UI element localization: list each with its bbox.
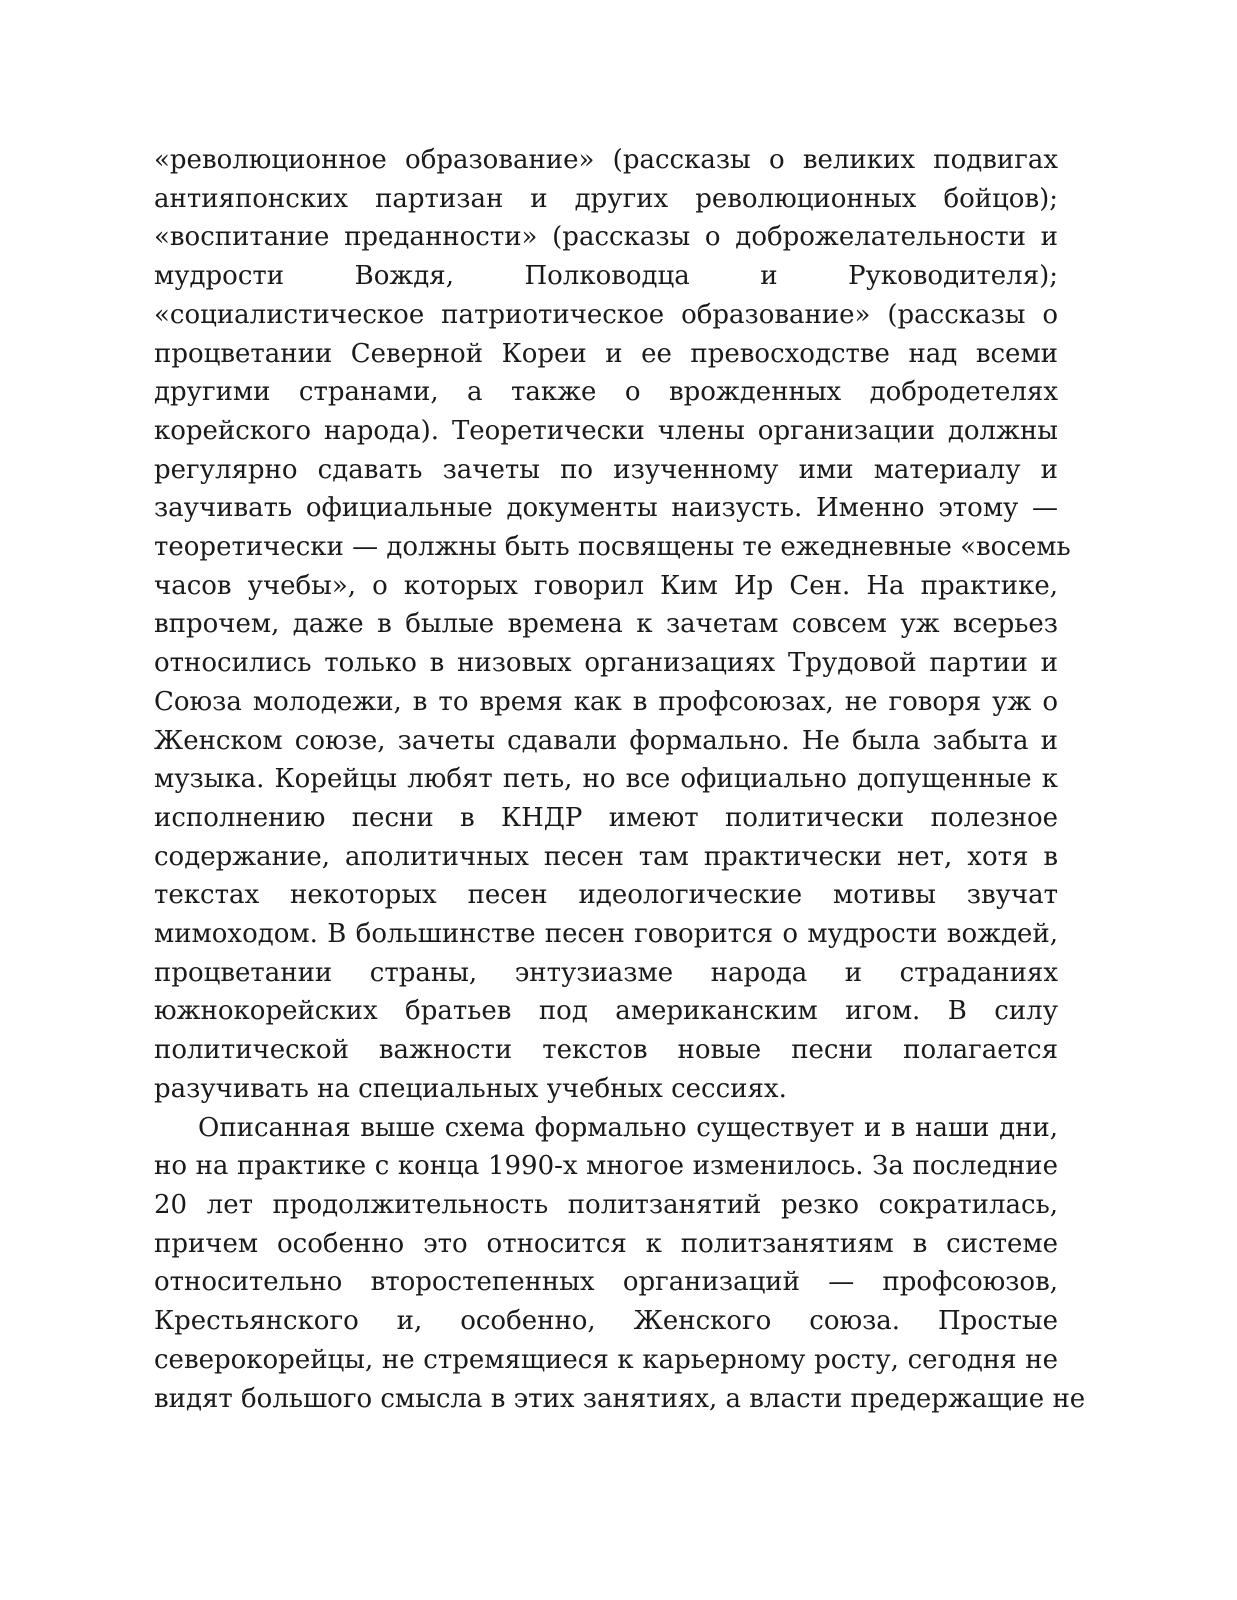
text-line: Женском союзе, зачеты сдавали формально. Не была забыта и — [154, 725, 1058, 756]
text-line: Описанная выше схема формально существует и в наши дни, — [198, 1112, 1058, 1143]
text-line: корейского народа). Теоретически члены организации должны — [154, 415, 1058, 446]
paragraph-1 — [154, 141, 1071, 1109]
text-line: процветании страны, энтузиазме народа и страданиях — [154, 957, 1058, 988]
paragraph-2 — [154, 1109, 1086, 1419]
text-line: впрочем, даже в былые времена к зачетам совсем уж всерьез — [154, 609, 1058, 640]
text-line: причем особенно это относится к политзанятиям в системе — [154, 1228, 1058, 1259]
text-line: мимоходом. В большинстве песен говорится о мудрости вождей, — [154, 919, 1058, 950]
text-line: часов учебы», о которых говорил Ким Ир Сен. На практике, — [154, 570, 1058, 601]
text-line: теоретически — должны быть посвящены те ежедневные «восемь — [154, 532, 1071, 563]
text-line: заучивать официальные документы наизусть. Именно этому — — [154, 493, 1058, 524]
text-line: мудрости Вождя, Полководца и Руководителя); — [154, 261, 1058, 292]
text-line: политической важности текстов новые песни полагается — [154, 1035, 1058, 1066]
text-line: относительно второстепенных организаций — профсоюзов, — [154, 1267, 1058, 1298]
text-line: но на практике с конца 1990-х многое изменилось. За последние — [154, 1151, 1058, 1182]
text-line: Крестьянского и, особенно, Женского союза. Простые — [154, 1306, 1058, 1337]
text-line: содержание, аполитичных песен там практически нет, хотя в — [154, 841, 1058, 872]
text-line: «воспитание преданности» (рассказы о доброжелательности и — [154, 222, 1058, 253]
document-page — [154, 141, 1086, 1418]
text-line: текстах некоторых песен идеологические мотивы звучат — [154, 880, 1058, 911]
text-line: относились только в низовых организациях Трудовой партии и — [154, 648, 1058, 679]
text-line: видят большого смысла в этих занятиях, а власти предержащие не — [154, 1383, 1086, 1414]
text-line: регулярно сдавать зачеты по изученному ими материалу и — [154, 454, 1058, 485]
text-line: другими странами, а также о врожденных добродетелях — [154, 377, 1058, 408]
text-line: «революционное образование» (рассказы о великих подвигах — [154, 145, 1058, 175]
text-line: Союза молодежи, в то время как в профсоюзах, не говоря уж о — [154, 686, 1058, 717]
text-line: разучивать на специальных учебных сессиях. — [154, 1073, 787, 1104]
text-line: процветании Северной Кореи и ее превосходстве над всеми — [154, 338, 1058, 369]
text-line: музыка. Корейцы любят петь, но все официально допущенные к — [154, 764, 1058, 795]
text-line: северокорейцы, не стремящиеся к карьерному росту, сегодня не — [154, 1344, 1058, 1375]
text-line: «социалистическое патриотическое образование» (рассказы о — [154, 299, 1058, 330]
text-line: 20 лет продолжительность политзанятий резко сократилась, — [154, 1189, 1058, 1220]
text-line: антияпонских партизан и других революционных бойцов); — [154, 183, 1058, 214]
text-line: южнокорейских братьев под американским игом. В силу — [154, 996, 1058, 1027]
text-line: исполнению песни в КНДР имеют политически полезное — [154, 802, 1058, 833]
